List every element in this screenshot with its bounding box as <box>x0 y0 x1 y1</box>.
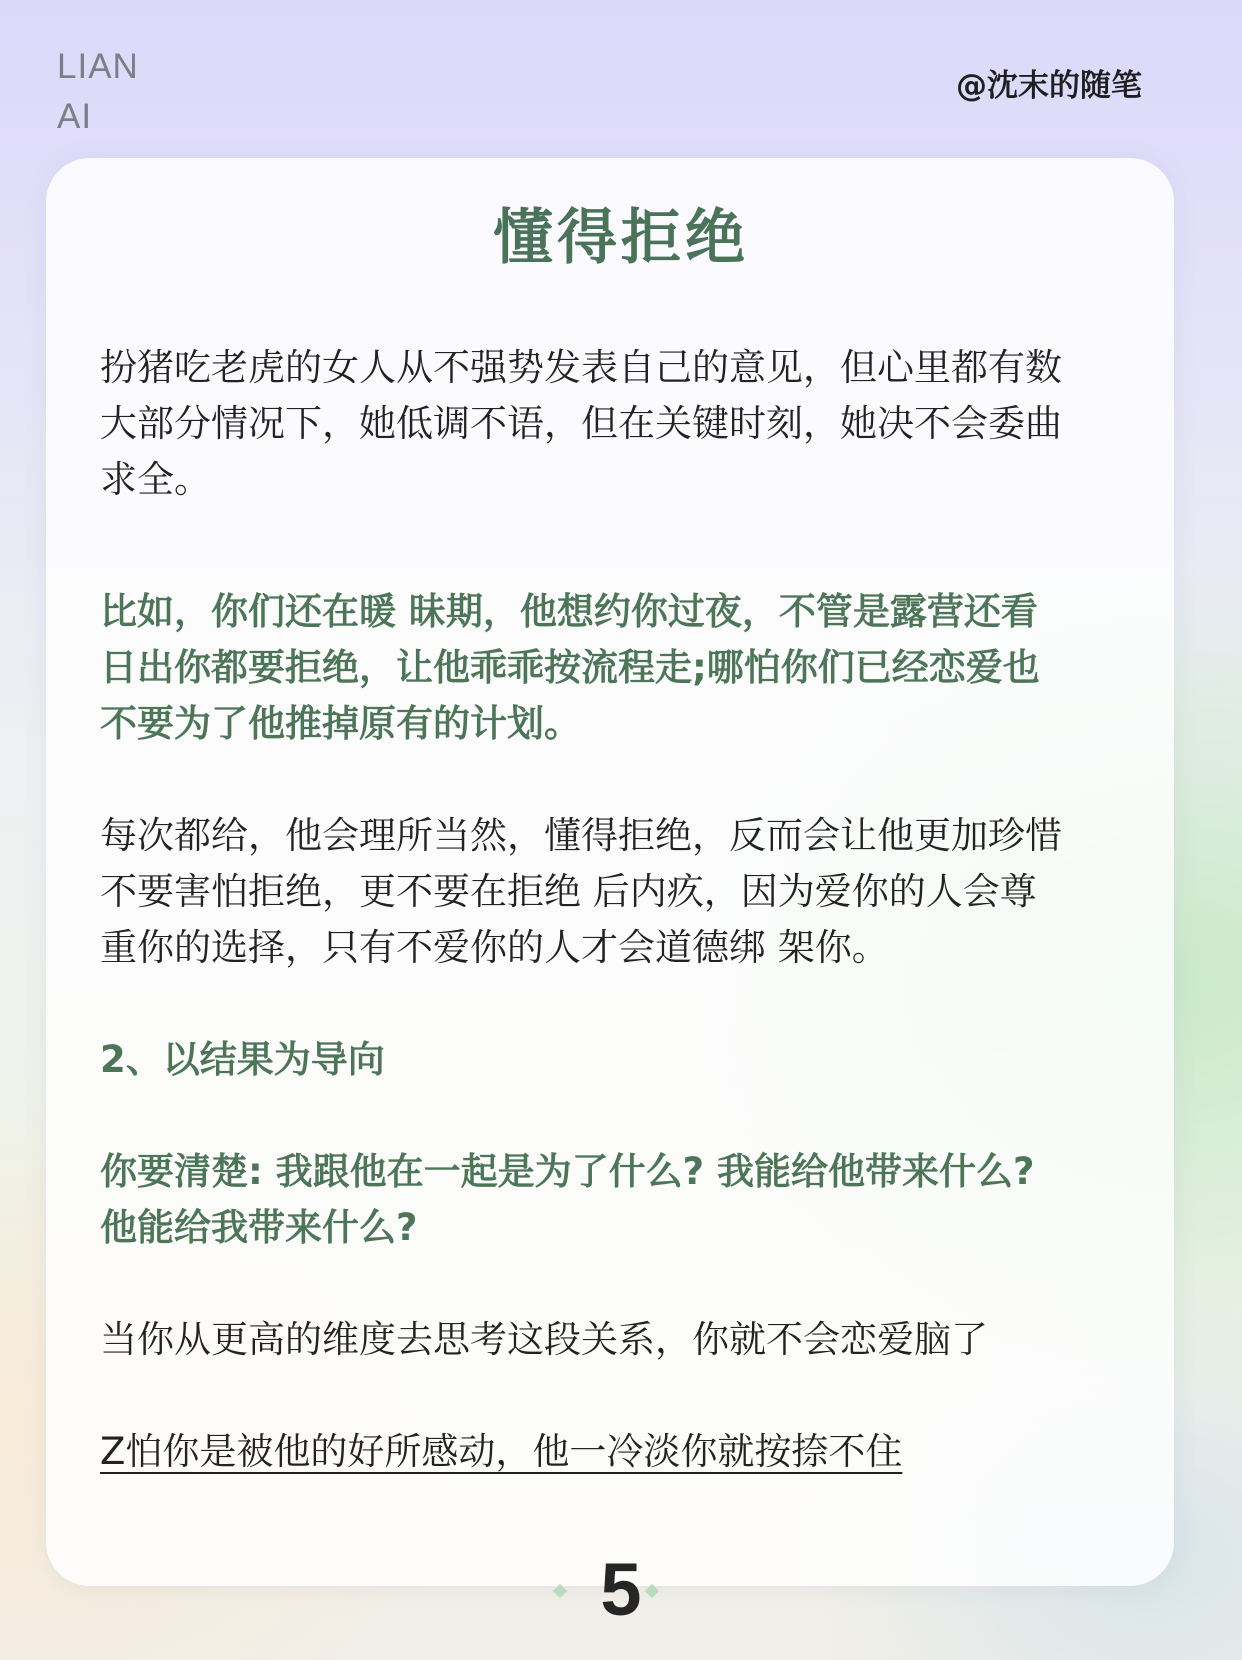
brand-logo <box>57 42 139 142</box>
paragraph-1 <box>100 340 1142 508</box>
paragraph-3-line-2: 不要害怕拒绝，更不要在拒绝 后内疚，因为爱你的人会尊 <box>100 870 1037 913</box>
author-handle: @沈末的随笔 <box>956 68 1142 104</box>
paragraph-6-line-1: Z怕你是被他的好所感动，他一冷淡你就按捺不住 <box>100 1430 903 1473</box>
paragraph-2-line-3: 不要为了他推掉原有的计划。 <box>100 702 581 745</box>
paragraph-6-underlined <box>100 1424 1142 1480</box>
paragraph-1-line-2: 大部分情况下，她低调不语，但在关键时刻，她决不会委曲 <box>100 402 1062 445</box>
paragraph-1-line-3: 求全。 <box>100 458 211 501</box>
paragraph-4-highlight <box>100 1144 1142 1256</box>
brand-line-1: LIAN <box>57 47 139 86</box>
paragraph-3-line-1: 每次都给，他会理所当然，懂得拒绝，反而会让他更加珍惜 <box>100 814 1062 857</box>
paragraph-4-line-2: 他能给我带来什么? <box>100 1206 418 1249</box>
paragraph-3 <box>100 808 1142 976</box>
paragraph-1-line-1: 扮猪吃老虎的女人从不强势发表自己的意见，但心里都有数 <box>100 346 1062 389</box>
page-title: 懂得拒绝 <box>493 203 749 273</box>
paragraph-2-line-2: 日出你都要拒绝，让他乖乖按流程走;哪怕你们已经恋爱也 <box>100 646 1040 689</box>
paragraph-2-highlight <box>100 584 1142 752</box>
paragraph-3-line-3: 重你的选择，只有不爱你的人才会道德绑 架你。 <box>100 926 889 969</box>
page-number: 5 <box>600 1548 642 1631</box>
paragraph-4-line-1: 你要清楚: 我跟他在一起是为了什么? 我能给他带来什么? <box>100 1150 1035 1193</box>
paragraph-2-line-1: 比如，你们还在暖 昧期，他想约你过夜，不管是露营还看 <box>100 590 1038 633</box>
section-heading-2-text: 2、以结果为导向 <box>100 1038 385 1081</box>
paragraph-5-line-1: 当你从更高的维度去思考这段关系，你就不会恋爱脑了 <box>100 1318 988 1361</box>
brand-line-2: AI <box>57 97 93 136</box>
paragraph-5 <box>100 1312 1142 1368</box>
section-heading-2 <box>100 1032 1142 1088</box>
page-number-container <box>0 1545 1242 1635</box>
